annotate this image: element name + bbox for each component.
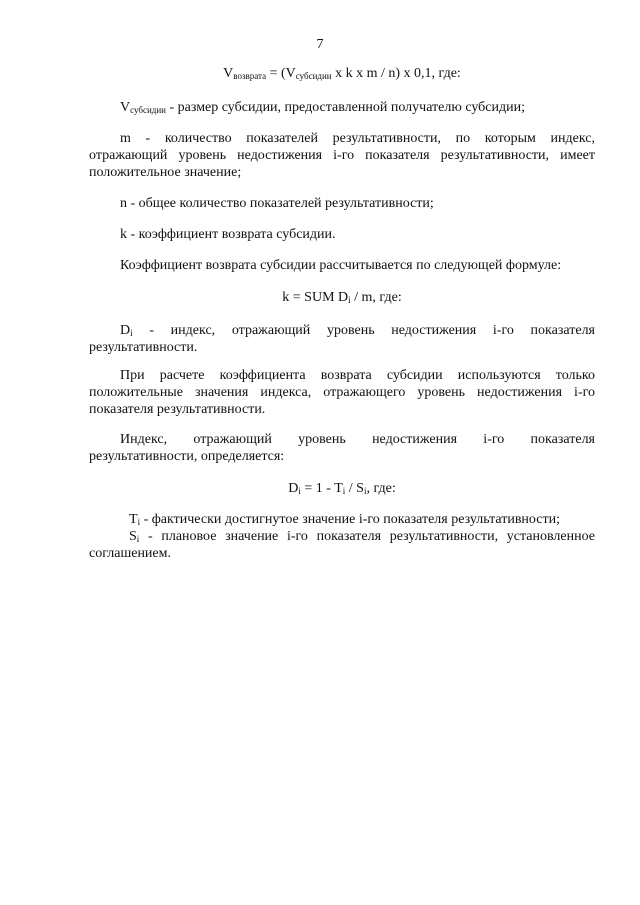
calc-note-line2: положительные значения индекса, отражающего уровень недостижения i-го — [89, 385, 595, 400]
definition-n: n - общее количество показателей результативности; — [120, 196, 434, 211]
formula-d-mid1: = 1 - T — [300, 481, 343, 496]
calc-note-line3: показателя результативности. — [89, 402, 266, 417]
def-v-text: - размер субсидии, предоставленной получателю субсидии; — [165, 100, 525, 115]
def-si-symbol: S — [129, 529, 137, 544]
def-si-rest: - плановое значение i-го показателя результативности, установленное — [139, 529, 595, 544]
def-si-subscript: i — [136, 534, 140, 544]
formula-v-eq: = (V — [266, 66, 296, 81]
definition-ti — [89, 511, 595, 528]
definition-di-line1 — [89, 322, 595, 339]
formula-k-pre: k = SUM D — [282, 290, 349, 305]
definition-m-line1: m - количество показателей результативности, по которым индекс, — [120, 131, 595, 146]
formula-v-subscript: возврата — [233, 71, 267, 81]
index-def-line1: Индекс, отражающий уровень недостижения i-го показателя — [120, 432, 595, 447]
formula-v-rest: x k x m / n) x 0,1, где: — [331, 66, 461, 81]
def-v-symbol: V — [120, 100, 131, 115]
formula-d-symbol: D — [288, 481, 299, 496]
index-def-line2: результативности, определяется: — [89, 449, 285, 464]
definition-m-line2: отражающий уровень недостижения i-го показателя результативности, имеет — [89, 148, 595, 163]
definition-k: k - коэффициент возврата субсидии. — [120, 227, 336, 242]
def-di-symbol: D — [120, 323, 131, 338]
formula-k-subscript: i — [348, 295, 351, 305]
definition-si-line1 — [89, 528, 595, 545]
formula-t-subscript: i — [342, 486, 346, 496]
page-number: 7 — [316, 37, 324, 52]
formula-s-subscript: i — [363, 486, 367, 496]
definition-di-line2: результативности. — [89, 340, 198, 355]
formula-v-symbol: V — [223, 66, 234, 81]
formula-d — [89, 480, 595, 497]
def-v-subscript: субсидии — [130, 105, 166, 115]
def-ti-subscript: i — [137, 517, 141, 527]
calc-note-line1: При расчете коэффициента возврата субсидии используются только — [120, 368, 595, 383]
definition-m-line3: положительное значение; — [89, 165, 242, 180]
formula-subsidy-subscript: субсидии — [295, 71, 332, 81]
def-di-subscript: i — [130, 328, 133, 338]
def-ti-symbol: T — [129, 512, 138, 527]
formula-d-post: , где: — [366, 481, 396, 496]
formula-v-return — [89, 65, 595, 82]
formula-d-mid2: / S — [345, 481, 364, 496]
definition-v-subsidy — [89, 99, 595, 116]
formula-d-subscript: i — [298, 486, 301, 496]
formula-k-post: / m, где: — [350, 290, 402, 305]
formula-k — [89, 289, 595, 306]
def-di-rest: - индекс, отражающий уровень недостижения i-го показателя — [132, 323, 595, 338]
coefficient-intro: Коэффициент возврата субсидии рассчитывается по следующей формуле: — [120, 258, 562, 273]
definition-si-line2: соглашением. — [89, 546, 171, 561]
def-ti-text: - фактически достигнутое значение i-го показателя результативности; — [140, 512, 560, 527]
